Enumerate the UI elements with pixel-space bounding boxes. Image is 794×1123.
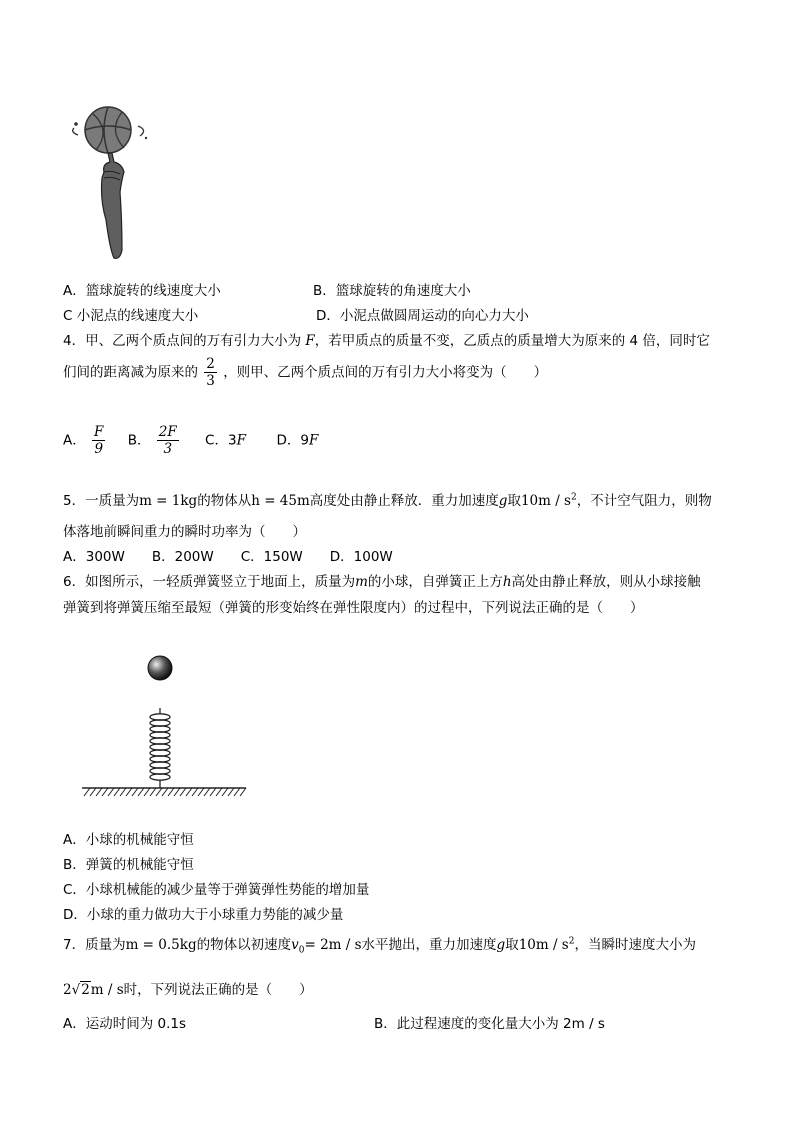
q5-stem-line2: 体落地前瞬间重力的瞬时功率为（ ） bbox=[63, 524, 306, 540]
q7-coefficient: 2 bbox=[63, 982, 72, 998]
basketball-ball bbox=[85, 107, 131, 153]
q6-text: 6．如图所示，一轻质弹簧竖立于地面上，质量为 bbox=[63, 574, 356, 590]
q5-height: h = 45m bbox=[251, 493, 310, 509]
q7-option-b: B．此过程速度的变化量大小为 2m / s bbox=[374, 1016, 605, 1032]
q5-mass: m = 1kg bbox=[139, 493, 198, 509]
q4-option-d: D．9 bbox=[276, 432, 310, 449]
q6-option-d: D．小球的重力做功大于小球重力势能的减少量 bbox=[63, 907, 344, 923]
q5-g-value: 10m / s bbox=[520, 493, 571, 509]
q6-stem-line2: 弹簧到将弹簧压缩至最短（弹簧的形变始终在弹性限度内）的过程中，下列说法正确的是（ ） bbox=[63, 600, 644, 616]
q5-options: A．300W B．200W C．150W D．100W bbox=[63, 549, 393, 565]
q4-text: ，若甲质点的质量不变，乙质点的质量增大为原来的 4 倍，同时它 bbox=[314, 333, 710, 349]
q4-option-b-label: B． bbox=[127, 432, 151, 449]
q5-text: 5．一质量为 bbox=[63, 493, 140, 509]
q7-v-subscript: 0 bbox=[298, 945, 305, 956]
q7-unit: m / s bbox=[90, 982, 124, 998]
spring bbox=[150, 708, 170, 788]
q6-stem-line1 bbox=[63, 570, 701, 590]
q7-g-value: 10m / s bbox=[518, 937, 569, 953]
q4-var-f: F bbox=[305, 333, 315, 349]
ground-hatching bbox=[84, 788, 246, 796]
q5-text: 取 bbox=[507, 493, 521, 509]
q6-option-b: B．弹簧的机械能守恒 bbox=[63, 857, 194, 873]
q6-option-c: C．小球机械能的减少量等于弹簧弹性势能的增加量 bbox=[63, 882, 370, 898]
q4-var-f: F bbox=[236, 432, 246, 449]
q7-text: 取 bbox=[505, 937, 519, 953]
q5-text: 的物体从 bbox=[197, 493, 252, 509]
q7-var-v: v bbox=[291, 937, 299, 953]
q4-options bbox=[63, 424, 318, 457]
q7-var-g: g bbox=[496, 937, 506, 953]
q7-option-a: A．运动时间为 0.1s bbox=[63, 1016, 187, 1032]
mud-dot bbox=[74, 122, 78, 126]
q6-var-m: m bbox=[355, 574, 368, 590]
q7-v0-value: = 2m / s bbox=[304, 937, 362, 953]
q7-text: 的物体以初速度 bbox=[196, 937, 292, 953]
q7-sqrt: √2 bbox=[71, 982, 90, 998]
q3-option-a: A．篮球旋转的线速度大小 bbox=[63, 283, 221, 299]
q5-var-g: g bbox=[498, 493, 508, 509]
q5-stem-line1 bbox=[63, 489, 712, 509]
q4-stem-line1 bbox=[63, 329, 710, 349]
basketball-spinning-figure bbox=[62, 100, 162, 262]
q7-g-exponent: 2 bbox=[568, 936, 575, 947]
ball bbox=[148, 656, 172, 680]
q5-text: 高度处由静止释放．重力加速度 bbox=[309, 493, 499, 509]
spring-ball-figure bbox=[80, 650, 250, 800]
q5-g-exponent: 2 bbox=[570, 492, 577, 503]
q6-text: 高处由静止释放，则从小球接触 bbox=[511, 574, 701, 590]
q4-option-c: C．3 bbox=[205, 432, 237, 449]
q3-option-c: C 小泥点的线速度大小 bbox=[63, 308, 199, 324]
q4-option-a-label: A． bbox=[63, 432, 86, 449]
q3-option-b: B．篮球旋转的角速度大小 bbox=[313, 283, 471, 299]
q7-text: ，当瞬时速度大小为 bbox=[574, 937, 696, 953]
q4-text: 们间的距离减为原来的 bbox=[63, 364, 198, 381]
q3-option-d: D．小泥点做圆周运动的向心力大小 bbox=[316, 308, 529, 324]
q6-var-h: h bbox=[502, 574, 512, 590]
q7-text: 水平抛出，重力加速度 bbox=[361, 937, 497, 953]
q4-option-b-fraction: $\frac{2F}{3}$ bbox=[158, 424, 177, 457]
q4-text: 4．甲、乙两个质点间的万有引力大小为 bbox=[63, 333, 302, 349]
q4-option-a-fraction: $\frac{F}{9}$ bbox=[94, 424, 104, 457]
q7-mass: m = 0.5kg bbox=[125, 937, 197, 953]
q7-stem-line1 bbox=[63, 933, 696, 956]
q5-text: ，不计空气阻力，则物 bbox=[576, 493, 712, 509]
q6-text: 的小球，自弹簧正上方 bbox=[367, 574, 503, 590]
q7-stem-line2 bbox=[63, 978, 313, 998]
q4-text: ，则甲、乙两个质点间的万有引力大小将变为（ ） bbox=[223, 364, 548, 381]
q7-text: 时，下列说法正确的是（ ） bbox=[123, 982, 313, 998]
q4-var-f: F bbox=[309, 432, 319, 449]
q7-text: 7．质量为 bbox=[63, 937, 126, 953]
q4-fraction-two-thirds: $\frac{2}{3}$ bbox=[206, 356, 215, 389]
q6-option-a: A．小球的机械能守恒 bbox=[63, 832, 194, 848]
q4-stem-line2 bbox=[63, 356, 547, 389]
